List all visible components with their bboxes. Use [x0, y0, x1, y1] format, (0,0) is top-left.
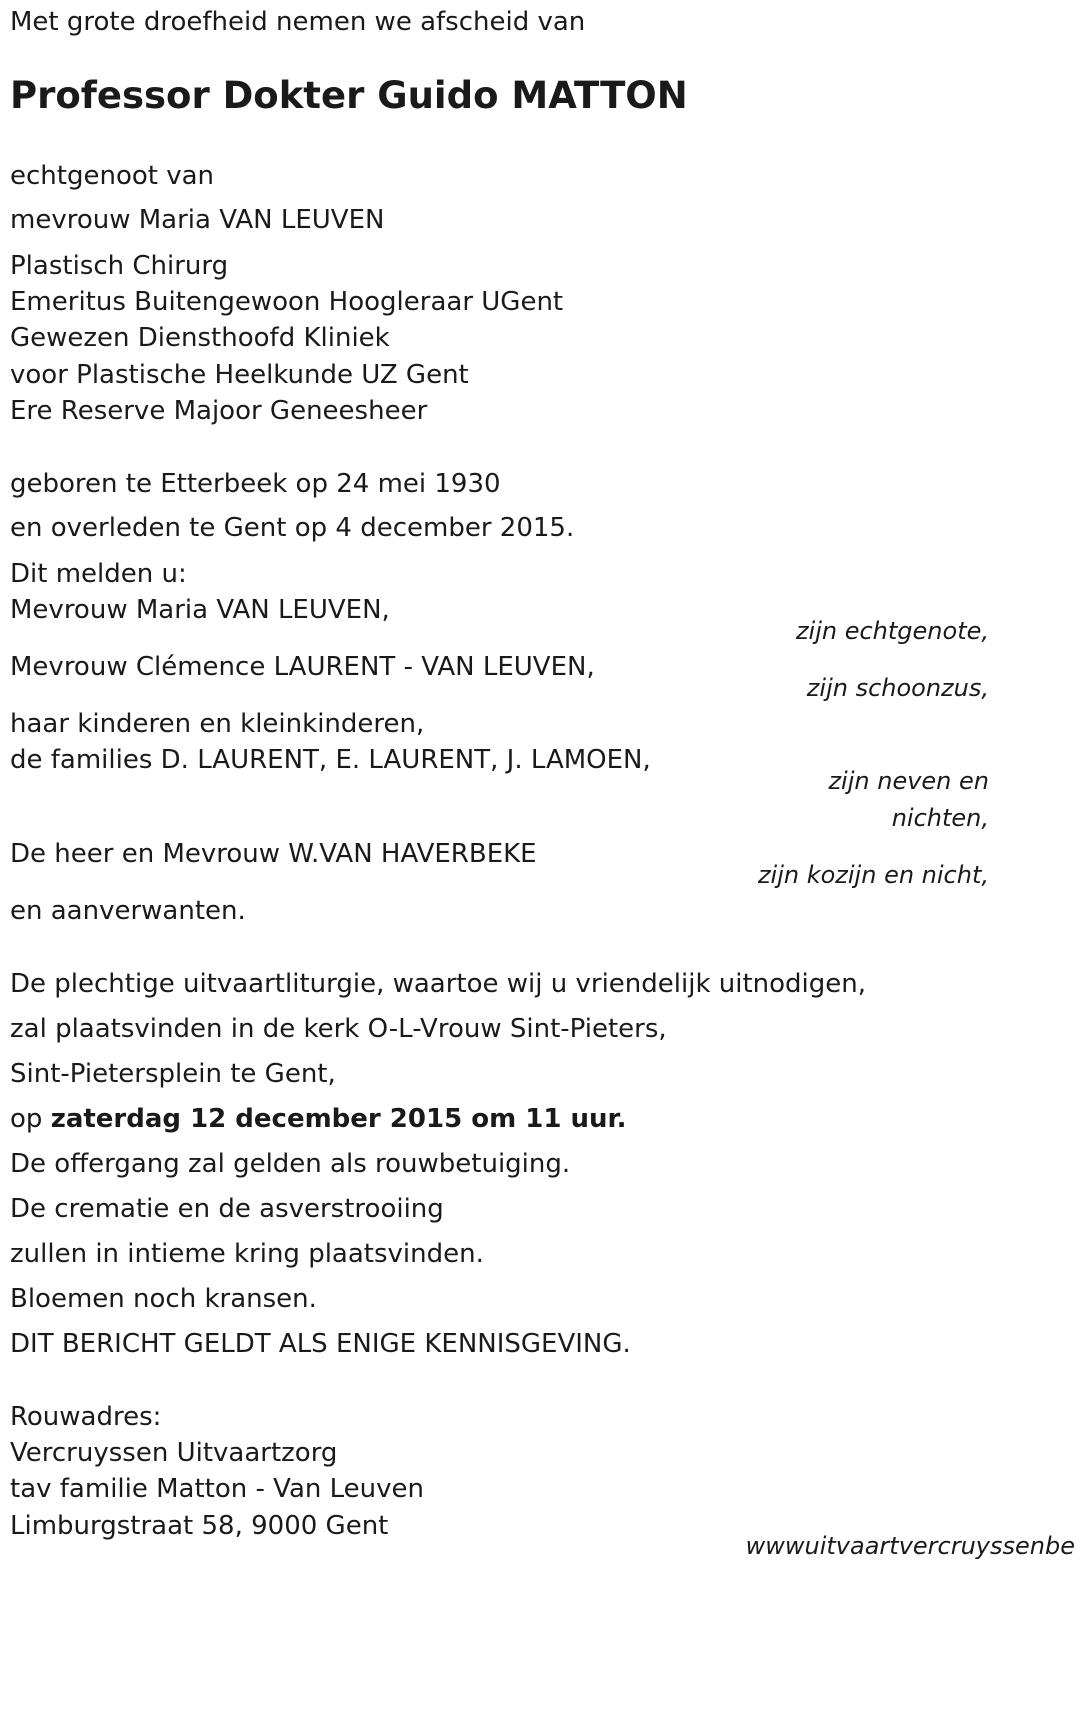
- relative-relation: zijn echtgenote,: [795, 617, 989, 645]
- ceremony-date: zaterdag 12 december 2015 om 11 uur.: [50, 1104, 627, 1134]
- ceremony-date-line: [10, 1101, 626, 1137]
- relative-relation: zijn schoonzus,: [806, 674, 989, 702]
- death-line: en overleden te Gent op 4 december 2015.: [10, 513, 575, 543]
- address-line: Vercruyssen Uitvaartzorg: [10, 1438, 338, 1468]
- relative-name: Mevrouw Maria VAN LEUVEN,: [10, 595, 390, 625]
- announced-by: Dit melden u:: [10, 559, 187, 589]
- relative-relation: nichten,: [891, 804, 989, 832]
- title-line: Gewezen Diensthoofd Kliniek: [10, 323, 390, 353]
- relative-relation: zijn neven en: [828, 767, 989, 795]
- title-line: voor Plastische Heelkunde UZ Gent: [10, 360, 469, 390]
- relative-name: de families D. LAURENT, E. LAURENT, J. LAMOEN,: [10, 745, 651, 775]
- spouse-intro: echtgenoot van: [10, 161, 215, 191]
- birth-line: geboren te Etterbeek op 24 mei 1930: [10, 469, 501, 499]
- note-line: DIT BERICHT GELDT ALS ENIGE KENNISGEVING.: [10, 1329, 631, 1359]
- in-laws-line: en aanverwanten.: [10, 896, 246, 926]
- note-line: Bloemen noch kransen.: [10, 1284, 317, 1314]
- ceremony-line: De plechtige uitvaartliturgie, waartoe wij u vriendelijk uitnodigen,: [10, 969, 867, 999]
- deceased-name: Professor Dokter Guido MATTON: [10, 74, 688, 117]
- ceremony-date-prefix: op: [10, 1104, 43, 1134]
- relative-relation: zijn kozijn en nicht,: [757, 861, 989, 889]
- title-line: Emeritus Buitengewoon Hoogleraar UGent: [10, 287, 564, 317]
- address-label: Rouwadres:: [10, 1402, 162, 1432]
- address-line: tav familie Matton - Van Leuven: [10, 1474, 424, 1504]
- relative-name: De heer en Mevrouw W.VAN HAVERBEKE: [10, 839, 537, 869]
- ceremony-line: zal plaatsvinden in de kerk O-L-Vrouw Sint-Pieters,: [10, 1014, 667, 1044]
- title-line: Ere Reserve Majoor Geneesheer: [10, 396, 428, 426]
- title-line: Plastisch Chirurg: [10, 251, 229, 281]
- relative-name: haar kinderen en kleinkinderen,: [10, 709, 425, 739]
- footer-website: wwwuitvaartvercruyssenbe: [745, 1532, 1075, 1560]
- spouse-name: mevrouw Maria VAN LEUVEN: [10, 205, 385, 235]
- relative-name: Mevrouw Clémence LAURENT - VAN LEUVEN,: [10, 652, 595, 682]
- note-line: De crematie en de asverstrooiing: [10, 1194, 444, 1224]
- address-line: Limburgstraat 58, 9000 Gent: [10, 1511, 389, 1541]
- ceremony-line: Sint-Pietersplein te Gent,: [10, 1059, 336, 1089]
- note-line: De offergang zal gelden als rouwbetuiging.: [10, 1149, 571, 1179]
- intro-line: Met grote droefheid nemen we afscheid van: [10, 7, 586, 37]
- note-line: zullen in intieme kring plaatsvinden.: [10, 1239, 484, 1269]
